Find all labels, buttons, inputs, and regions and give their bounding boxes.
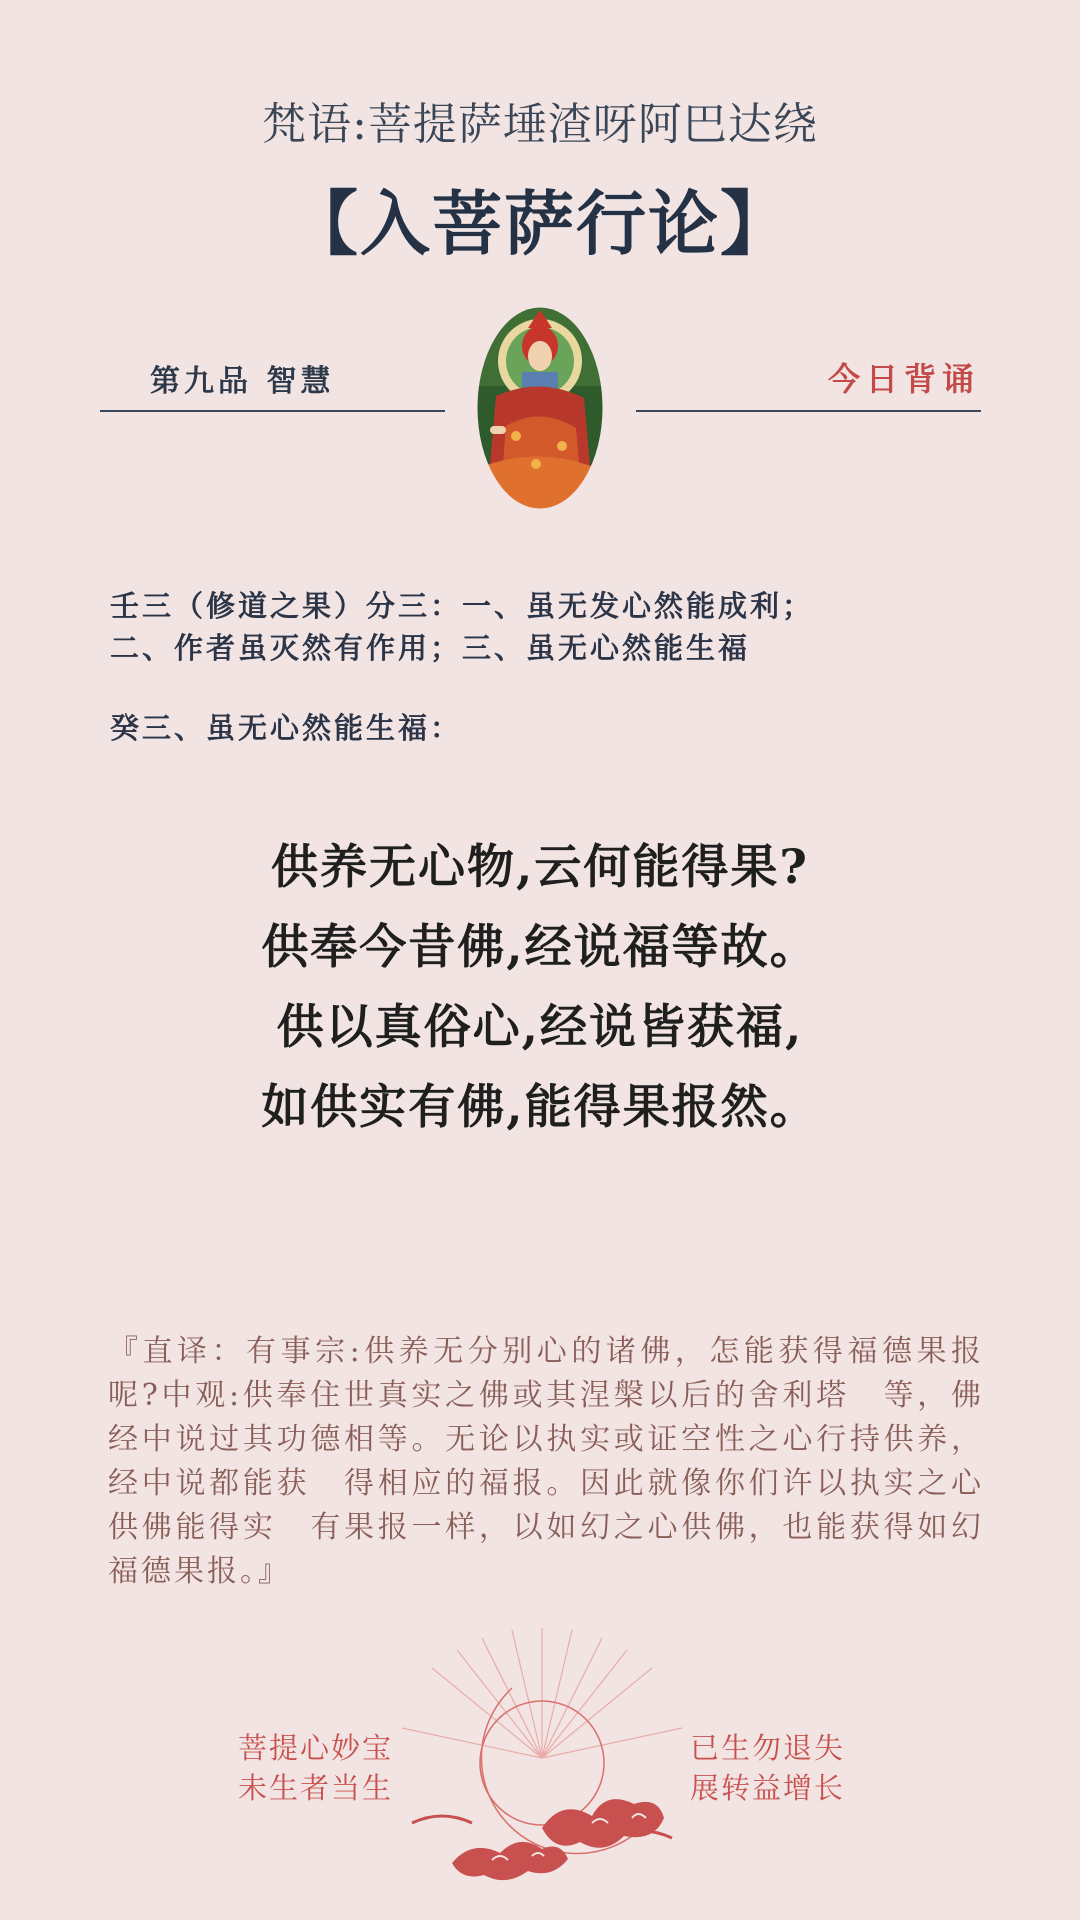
footer-right-line-2: 展转益增长 bbox=[690, 1771, 846, 1805]
chapter-label: 第九品 智慧 bbox=[150, 364, 335, 399]
verse-line-3: 供以真俗心,经说皆获福, bbox=[276, 1000, 804, 1055]
footer-left-line-1: 菩提心妙宝 bbox=[238, 1731, 394, 1765]
footer-verse-right bbox=[690, 1728, 845, 1808]
divider-right bbox=[636, 410, 981, 412]
outline-line-2: 二、作者虽灭然有作用；三、虽无心然能生福 bbox=[110, 631, 751, 665]
page-title: 【入菩萨行论】 bbox=[288, 182, 792, 265]
verse-line-1: 供养无心物,云何能得果? bbox=[271, 840, 809, 895]
footer-verse-left bbox=[238, 1728, 393, 1808]
verse-line-2: 供奉今昔佛,经说福等故。 bbox=[261, 920, 819, 975]
verse-line-4: 如供实有佛,能得果报然。 bbox=[261, 1080, 819, 1135]
translation-paragraph: 『直译：有事宗:供养无分别心的诸佛，怎能获得福德果报呢?中观:供奉住世真实之佛或其涅槃以后的舍利塔 等，佛经中说过其功德相等。无论以执实或证空性之心行持供养，经中说都能获 得相应的福报。因此就像你们许以执实之心供佛能得实 有果报一样，以如幻之心供佛，也能获得如幻福德果报。』 bbox=[108, 1334, 984, 1589]
outline-line-1: 壬三（修道之果）分三：一、虽无发心然能成利； bbox=[110, 589, 815, 623]
divider-left bbox=[100, 410, 445, 412]
subtitle: 梵语:菩提萨埵渣呀阿巴达绕 bbox=[262, 99, 818, 150]
footer-left-line-2: 未生者当生 bbox=[238, 1771, 394, 1805]
today-recite-label: 今日背诵 bbox=[827, 360, 980, 398]
outline-line-3: 癸三、虽无心然能生福： bbox=[110, 711, 463, 745]
footer-right-line-1: 已生勿退失 bbox=[690, 1731, 846, 1765]
sun-moon-cloud-emblem bbox=[392, 1628, 692, 1918]
portrait-image bbox=[476, 306, 604, 510]
